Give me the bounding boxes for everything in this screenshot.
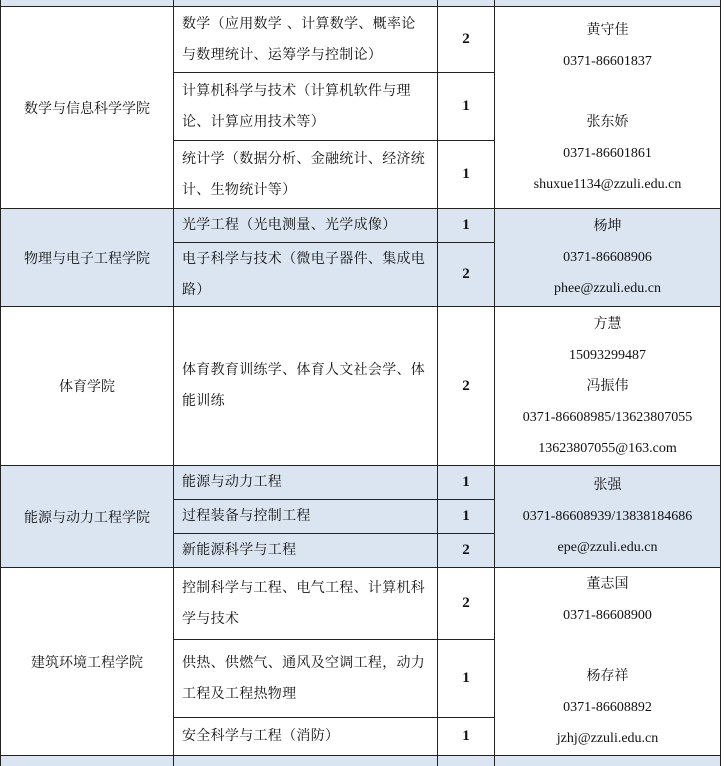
contact-person: 张强 [593, 477, 622, 493]
contact-phone: 0371-86608939/13838184686 [522, 509, 693, 524]
contact-phone: 0371-86608900 [563, 608, 652, 623]
major-count: 1 [438, 718, 495, 756]
major-name: 控制科学与工程、电气工程、计算机科学与技术 [174, 568, 438, 640]
contact-cell [495, 209, 721, 307]
contact-cell [495, 568, 721, 756]
contact-person: 黄守佳 [586, 22, 629, 38]
table-row [1, 307, 721, 466]
major-count: 2 [438, 568, 495, 640]
major-count: 1 [438, 466, 495, 500]
college-name: 建筑环境工程学院 [1, 568, 174, 756]
major-name: 过程装备与控制工程 [174, 500, 438, 534]
contact-person: 冯振伟 [586, 377, 629, 394]
major-count: 1 [438, 73, 495, 141]
major-count: 2 [438, 243, 495, 307]
contact-email: 13623807055@163.com [538, 440, 677, 456]
table-row [1, 7, 721, 73]
table-row [1, 756, 721, 766]
major-count: 1 [438, 141, 495, 209]
contact-person: 董志国 [586, 576, 629, 592]
contact-person: 杨坤 [593, 218, 622, 234]
college-name: 体育学院 [1, 307, 174, 466]
contact-phone: 0371-86601837 [563, 54, 652, 69]
contact-email: shuxue1134@zzuli.edu.cn [533, 177, 682, 192]
contact-person: 杨存祥 [586, 668, 629, 684]
major-name: 体育教育训练学、体育人文社会学、体能训练 [174, 307, 438, 466]
college-name: 物理与电子工程学院 [1, 209, 174, 307]
table-row [1, 466, 721, 500]
major-count: 1 [438, 640, 495, 718]
major-name: 统计学（数据分析、金融统计、经济统计、生物统计等） [174, 141, 438, 209]
major-name: 电子科学与技术（微电子器件、集成电路） [174, 243, 438, 307]
college-name: 能源与动力工程学院 [1, 466, 174, 568]
contact-phone: 0371-86608892 [563, 700, 652, 715]
major-name: 计算机科学与技术（计算机软件与理论、计算应用技术等） [174, 73, 438, 141]
contact-person: 张东娇 [586, 114, 629, 130]
major-count: 2 [438, 534, 495, 568]
major-name: 光学工程（光电测量、光学成像） [174, 209, 438, 243]
table-row [1, 209, 721, 243]
major-count: 2 [438, 7, 495, 73]
major-name: 安全科学与工程（消防） [174, 718, 438, 756]
major-count: 2 [438, 307, 495, 466]
contact-cell [495, 7, 721, 209]
major-name: 数学（应用数学 、计算数学、概率论与数理统计、运筹学与控制论） [174, 7, 438, 73]
contact-phone: 0371-86608985/13623807055 [522, 409, 693, 425]
contact-cell [495, 307, 721, 466]
contact-phone: 0371-86601861 [563, 146, 652, 161]
major-count: 1 [438, 500, 495, 534]
contact-person: 方慧 [593, 315, 622, 332]
contact-cell [495, 466, 721, 568]
major-count: 1 [438, 209, 495, 243]
college-name: 数学与信息科学学院 [1, 7, 174, 209]
major-name: 能源与动力工程 [174, 466, 438, 500]
contact-phone: 0371-86608906 [563, 250, 652, 265]
major-name: 供热、供燃气、通风及空调工程，动力工程及工程热物理 [174, 640, 438, 718]
contact-phone: 15093299487 [569, 347, 646, 363]
contact-email: epe@zzuli.edu.cn [557, 540, 658, 555]
contact-email: jzhj@zzuli.edu.cn [556, 731, 659, 746]
contact-email: phee@zzuli.edu.cn [554, 281, 661, 296]
major-name: 新能源科学与工程 [174, 534, 438, 568]
table-row [1, 568, 721, 640]
